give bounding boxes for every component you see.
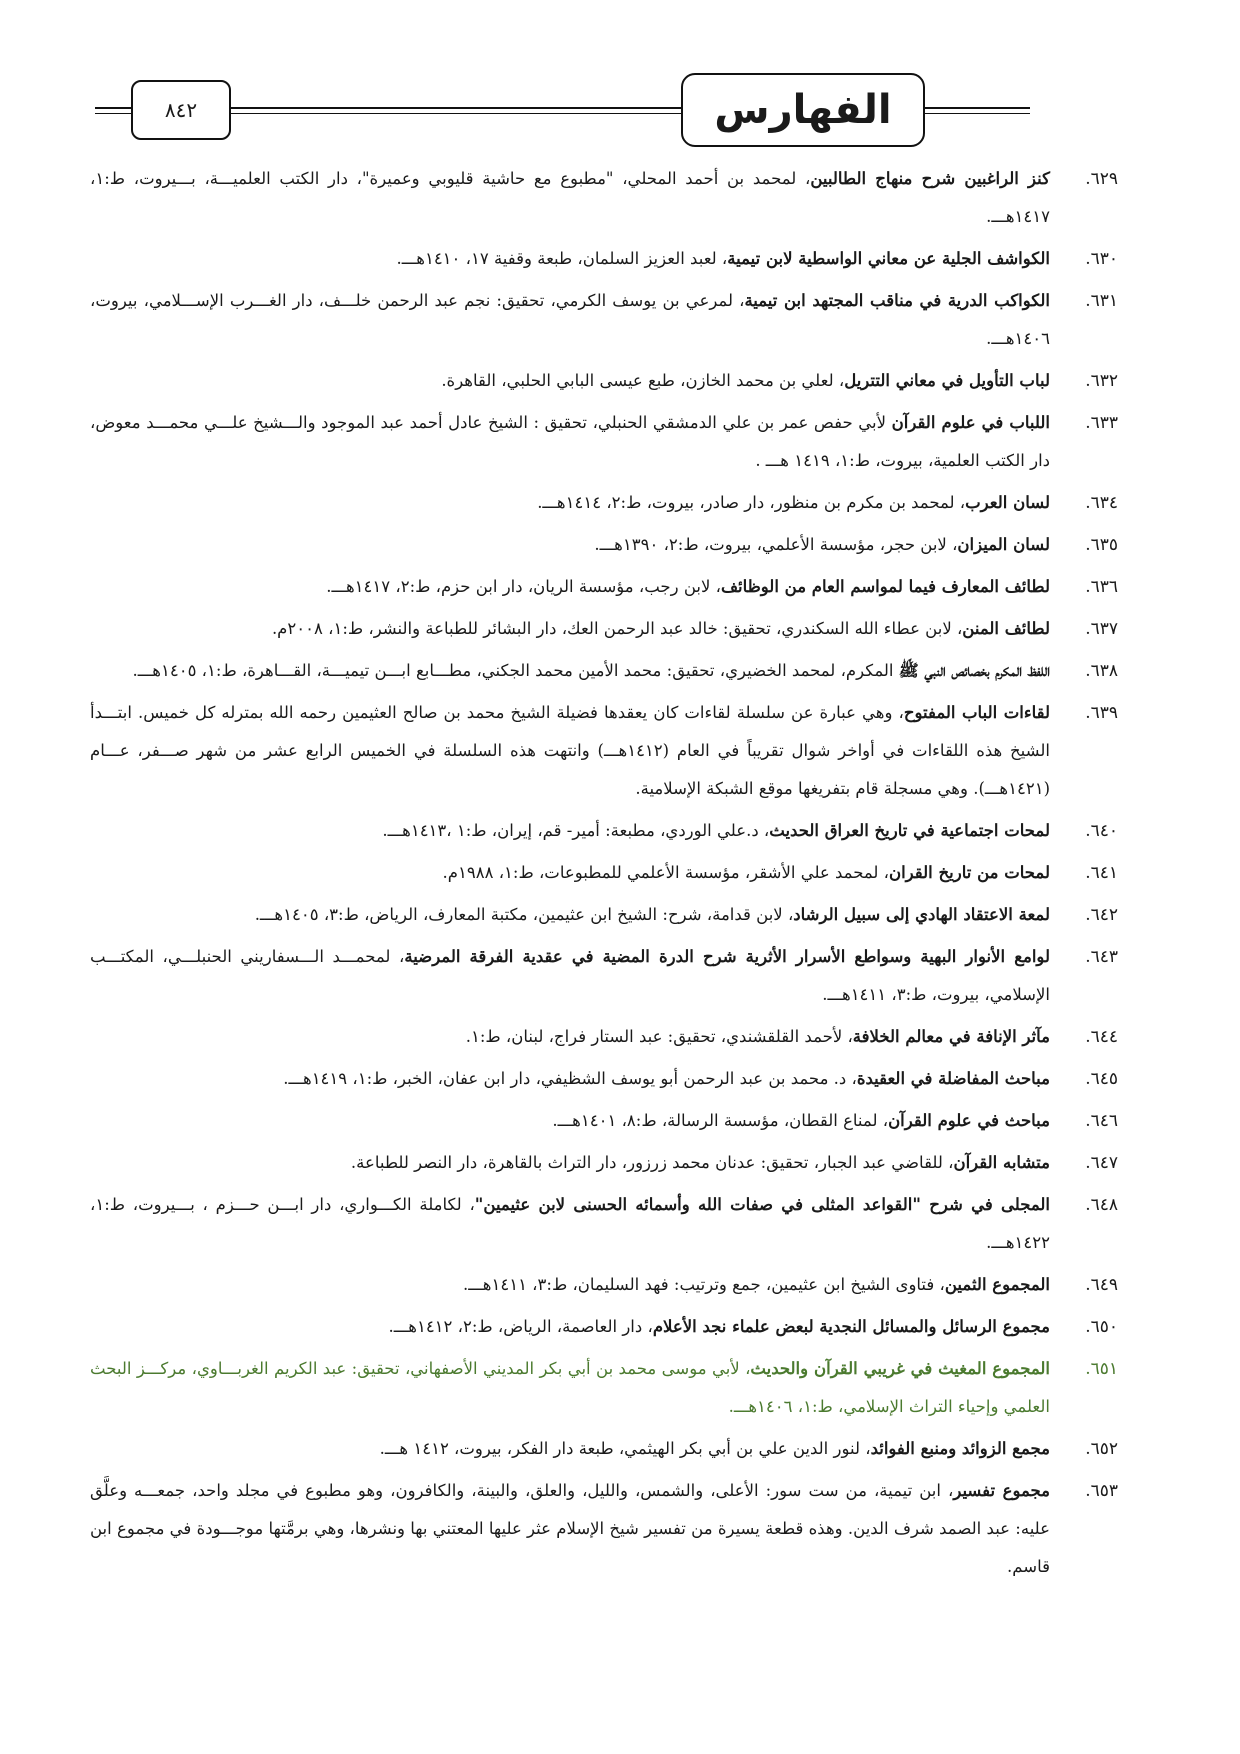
entry-number: ٦٣٩. (1085, 703, 1118, 723)
bibliography-entry (90, 1350, 1118, 1426)
bibliography-entry (90, 240, 1118, 278)
entry-details: ، د.علي الوردي، مطبعة: أمير- قم، إيران، ط:١ ،١٤١٣هـــ. (382, 821, 770, 840)
entry-details: ، للقاضي عبد الجبار، تحقيق: عدنان محمد زرزور، دار التراث بالقاهرة، دار النصر للطباعة. (350, 1153, 954, 1172)
entry-details: ، لعبد العزيز السلمان، طبعة وقفية ١٧، ١٤١٠هـــ. (396, 249, 728, 268)
entry-text (90, 610, 1050, 648)
entry-title: لقاءات الباب المفتوح (903, 703, 1051, 722)
entry-text (90, 362, 1050, 400)
entry-number: ٦٣٧. (1085, 619, 1118, 639)
bibliography-entry (90, 610, 1118, 648)
entry-details: ، لمناع القطان، مؤسسة الرسالة، ط:٨، ١٤٠١هـــ. (552, 1111, 889, 1130)
entry-title: لمحات اجتماعية في تاريخ العراق الحديث (769, 821, 1050, 840)
entry-number: ٦٣٦. (1085, 577, 1118, 597)
entry-title: كنز الراغبين شرح منهاج الطالبين (810, 169, 1050, 188)
entry-number: ٦٤٥. (1085, 1069, 1118, 1089)
entry-title: المجلى في شرح "القواعد المثلى في صفات الله وأسمائه الحسنى لابن عثيمين" (474, 1195, 1050, 1214)
entry-text (90, 1102, 1050, 1140)
entry-number: ٦٤٧. (1085, 1153, 1118, 1173)
entry-number: ٦٤٨. (1085, 1195, 1118, 1215)
bibliography-entry (90, 812, 1118, 850)
entry-title: لمعة الاعتقاد الهادي إلى سبيل الرشاد (793, 905, 1050, 924)
entry-title: لطائف المنن (962, 619, 1050, 638)
entry-details: ، لمحمـــد الـــسفاريني الحنبلـــي، المكتـــب الإسلامي، بيروت، ط:٣، ١٤١١هـــ. (90, 947, 1050, 1004)
bibliography-entry (90, 694, 1118, 808)
entry-details: ، لمرعي بن يوسف الكرمي، تحقيق: نجم عبد الرحمن خلـــف، دار الغـــرب الإســـلامي، بيروت، ١٤٠٦هـــ. (90, 291, 1050, 348)
entry-number: ٦٣١. (1085, 291, 1118, 311)
bibliography-entry (90, 652, 1118, 690)
entry-number: ٦٤٣. (1085, 947, 1118, 967)
entry-title: مآثر الإنافة في معالم الخلافة (852, 1027, 1050, 1046)
entry-text (90, 938, 1050, 1014)
entry-details: ، لابن رجب، مؤسسة الريان، دار ابن حزم، ط:٢، ١٤١٧هـــ. (326, 577, 721, 596)
entry-text (90, 854, 1050, 892)
entry-details: ، لعلي بن محمد الخازن، طبع عيسى البابي الحلبي، القاهرة. (441, 371, 845, 390)
entry-number: ٦٤٢. (1085, 905, 1118, 925)
entry-title: مجموع الرسائل والمسائل النجدية لبعض علماء نجد الأعلام (652, 1317, 1050, 1336)
entry-text (90, 1308, 1050, 1346)
bibliography-entry (90, 1018, 1118, 1056)
bibliography-entry (90, 1186, 1118, 1262)
bibliography-entry (90, 1308, 1118, 1346)
header-rule-right-2 (921, 113, 1030, 114)
entry-text (90, 812, 1050, 850)
entry-number: ٦٥٢. (1085, 1439, 1118, 1459)
entry-details: ، لأحمد القلقشندي، تحقيق: عبد الستار فراج، لبنان، ط:١. (465, 1027, 853, 1046)
entry-title: مباحث المفاضلة في العقيدة (856, 1069, 1050, 1088)
entry-details: ، لنور الدين علي بن أبي بكر الهيثمي، طبعة دار الفكر، بيروت، ١٤١٢ هـــ. (379, 1439, 871, 1458)
entry-details: لأبي حفص عمر بن علي الدمشقي الحنبلي، تحقيق : الشيخ عادل أحمد عبد الموجود والـــشيخ علـــي محمـــد معوض، دار الكتب العلمية، بيروت، ط:١، ١٤١٩ هـــ . (90, 413, 1050, 470)
bibliography-entry (90, 526, 1118, 564)
header-rule-middle-2 (227, 113, 681, 114)
entry-text (90, 484, 1050, 522)
entry-details: ، فتاوى الشيخ ابن عثيمين، جمع وترتيب: فهد السليمان، ط:٣، ١٤١١هـــ. (463, 1275, 945, 1294)
bibliography-entry (90, 854, 1118, 892)
bibliography-entry (90, 1060, 1118, 1098)
entry-text (90, 1266, 1050, 1304)
entry-title: اللفظ المكرم بخصائص النبي ﷺ (898, 661, 1050, 680)
header-rule-left-2 (95, 113, 131, 114)
entry-details: ، لابن حجر، مؤسسة الأعلمي، بيروت، ط:٢، ١٣٩٠هـــ. (594, 535, 958, 554)
bibliography-list (90, 160, 1118, 1586)
entry-text (90, 1186, 1050, 1262)
entry-number: ٦٣٨. (1085, 661, 1118, 681)
entry-text (90, 568, 1050, 606)
bibliography-entry (90, 568, 1118, 606)
header-rule-right-1 (921, 107, 1030, 109)
entry-text (90, 652, 1050, 690)
entry-text (90, 1060, 1050, 1098)
entry-title: لوامع الأنوار البهية وسواطع الأسرار الأثرية شرح الدرة المضية في عقدية الفرقة المرضية (404, 947, 1050, 966)
entry-number: ٦٥١. (1085, 1359, 1118, 1379)
entry-number: ٦٤١. (1085, 863, 1118, 883)
header-title-box (681, 73, 925, 147)
entry-details: ، لمحمد بن مكرم بن منظور، دار صادر، بيروت، ط:٢، ١٤١٤هـــ. (537, 493, 966, 512)
bibliography-entry (90, 938, 1118, 1014)
page-title: الفهارس (714, 87, 892, 133)
entry-title: لسان العرب (965, 493, 1050, 512)
entry-number: ٦٤٤. (1085, 1027, 1118, 1047)
entry-title: الكواشف الجلية عن معاني الواسطية لابن تيمية (727, 249, 1050, 268)
entry-text (90, 404, 1050, 480)
entry-details: ، لمحمد علي الأشقر، مؤسسة الأعلمي للمطبوعات، ط:١، ١٩٨٨م. (442, 863, 889, 882)
entry-text (90, 1430, 1050, 1468)
entry-title: متشابه القرآن (953, 1153, 1050, 1172)
entry-title: الكواكب الدرية في مناقب المجتهد ابن تيمية (744, 291, 1051, 310)
entry-number: ٦٣٤. (1085, 493, 1118, 513)
header-rule-left-1 (95, 107, 131, 109)
entry-details: ، لكاملة الكـــواري، دار ابـــن حـــزم ، بـــيروت، ط:١، ١٤٢٢هـــ. (90, 1195, 1050, 1252)
bibliography-entry (90, 1430, 1118, 1468)
entry-number: ٦٤٩. (1085, 1275, 1118, 1295)
bibliography-entry (90, 362, 1118, 400)
entry-title: لطائف المعارف فيما لمواسم العام من الوظائف (720, 577, 1050, 596)
entry-details: ، لابن قدامة، شرح: الشيخ ابن عثيمين، مكتبة المعارف، الرياض، ط:٣، ١٤٠٥هـــ. (254, 905, 794, 924)
entry-text (90, 1144, 1050, 1182)
entry-number: ٦٣٣. (1085, 413, 1118, 433)
entry-number: ٦٢٩. (1085, 169, 1118, 189)
bibliography-entry (90, 282, 1118, 358)
entry-text (90, 240, 1050, 278)
entry-title: لمحات من تاريخ القران (888, 863, 1050, 882)
entry-text (90, 896, 1050, 934)
entry-number: ٦٤٠. (1085, 821, 1118, 841)
page-number-box (131, 80, 231, 140)
entry-details: ، دار العاصمة، الرياض، ط:٢، ١٤١٢هـــ. (388, 1317, 653, 1336)
entry-text (90, 160, 1050, 236)
bibliography-entry (90, 1266, 1118, 1304)
entry-details: ، لأبي موسى محمد بن أبي بكر المديني الأصفهاني، تحقيق: عبد الكريم الغربـــاوي، مركـــز البحث العلمي وإحياء التراث الإسلامي، ط:١، ١٤٠٦هـــ. (90, 1359, 1050, 1416)
entry-title: مباحث في علوم القرآن (888, 1111, 1050, 1130)
entry-text (90, 526, 1050, 564)
bibliography-entry (90, 404, 1118, 480)
entry-number: ٦٤٦. (1085, 1111, 1118, 1131)
bibliography-entry (90, 896, 1118, 934)
entry-number: ٦٥٠. (1085, 1317, 1118, 1337)
entry-details: ، وهي عبارة عن سلسلة لقاءات كان يعقدها فضيلة الشيخ محمد بن صالح العثيمين رحمه الله بمترله كل خميس. ابتـــدأ الشيخ هذه اللقاءات في أواخر شوال تقريباً في العام (١٤١٢هـــ) وانتهت هذه السلسلة في الخميس الرابع عشر من شهر صـــفر، عـــام (١٤٢١هـــ). وهي مسجلة قام بتفريغها موقع الشبكة الإسلامية. (90, 703, 1050, 798)
bibliography-entry (90, 484, 1118, 522)
entry-details: ، لمحمد بن أحمد المحلي، "مطبوع مع حاشية قليوبي وعميرة"، دار الكتب العلميـــة، بـــيروت، ط:١، ١٤١٧هـــ. (90, 169, 1050, 226)
entry-text (90, 1018, 1050, 1056)
entry-number: ٦٣٥. (1085, 535, 1118, 555)
bibliography-entry (90, 1472, 1118, 1586)
entry-details: ، لابن عطاء الله السكندري، تحقيق: خالد عبد الرحمن العك، دار البشائر للطباعة والنشر، ط:١، ٢٠٠٨م. (271, 619, 963, 638)
header-rule-middle-1 (227, 107, 681, 109)
bibliography-entry (90, 160, 1118, 236)
entry-title: مجمع الزوائد ومنبع الفوائد (870, 1439, 1050, 1458)
entry-title: اللباب في علوم القرآن (891, 413, 1050, 432)
entry-number: ٦٣٠. (1085, 249, 1118, 269)
entry-title: لسان الميزان (957, 535, 1050, 554)
entry-details: ، د. محمد بن عبد الرحمن أبو يوسف الشظيفي، دار ابن عفان، الخبر، ط:١، ١٤١٩هـــ. (283, 1069, 857, 1088)
entry-title: مجموع تفسير (953, 1481, 1051, 1500)
entry-title: المجموع المغيث في غريبي القرآن والحديث (750, 1359, 1050, 1378)
entry-number: ٦٥٣. (1085, 1481, 1118, 1501)
entry-text (90, 694, 1050, 808)
entry-title: المجموع الثمين (944, 1275, 1050, 1294)
entry-text (90, 282, 1050, 358)
entry-title: لباب التأويل في معاني التتريل (844, 371, 1050, 390)
entry-number: ٦٣٢. (1085, 371, 1118, 391)
bibliography-entry (90, 1102, 1118, 1140)
entry-text (90, 1472, 1050, 1586)
bibliography-entry (90, 1144, 1118, 1182)
entry-details: ، ابن تيمية، من ست سور: الأعلى، والشمس، والليل، والعلق، والبينة، والكافرون، وهو مطبوع في مجلد واحد، جمعـــه وعلَّق عليه: عبد الصمد شرف الدين. وهذه قطعة يسيرة من تفسير شيخ الإسلام عثر عليها المعتني بها ونشرها، وهي برمَّتها موجـــودة في مجموع ابن قاسم. (90, 1481, 1050, 1576)
entry-text (90, 1350, 1050, 1426)
entry-details: المكرم، لمحمد الخضيري، تحقيق: محمد الأمين محمد الجكني، مطـــابع ابـــن تيميـــة، القـــاهرة، ط:١، ١٤٠٥هـــ. (132, 661, 899, 680)
page-number: ٨٤٢ (164, 98, 198, 122)
